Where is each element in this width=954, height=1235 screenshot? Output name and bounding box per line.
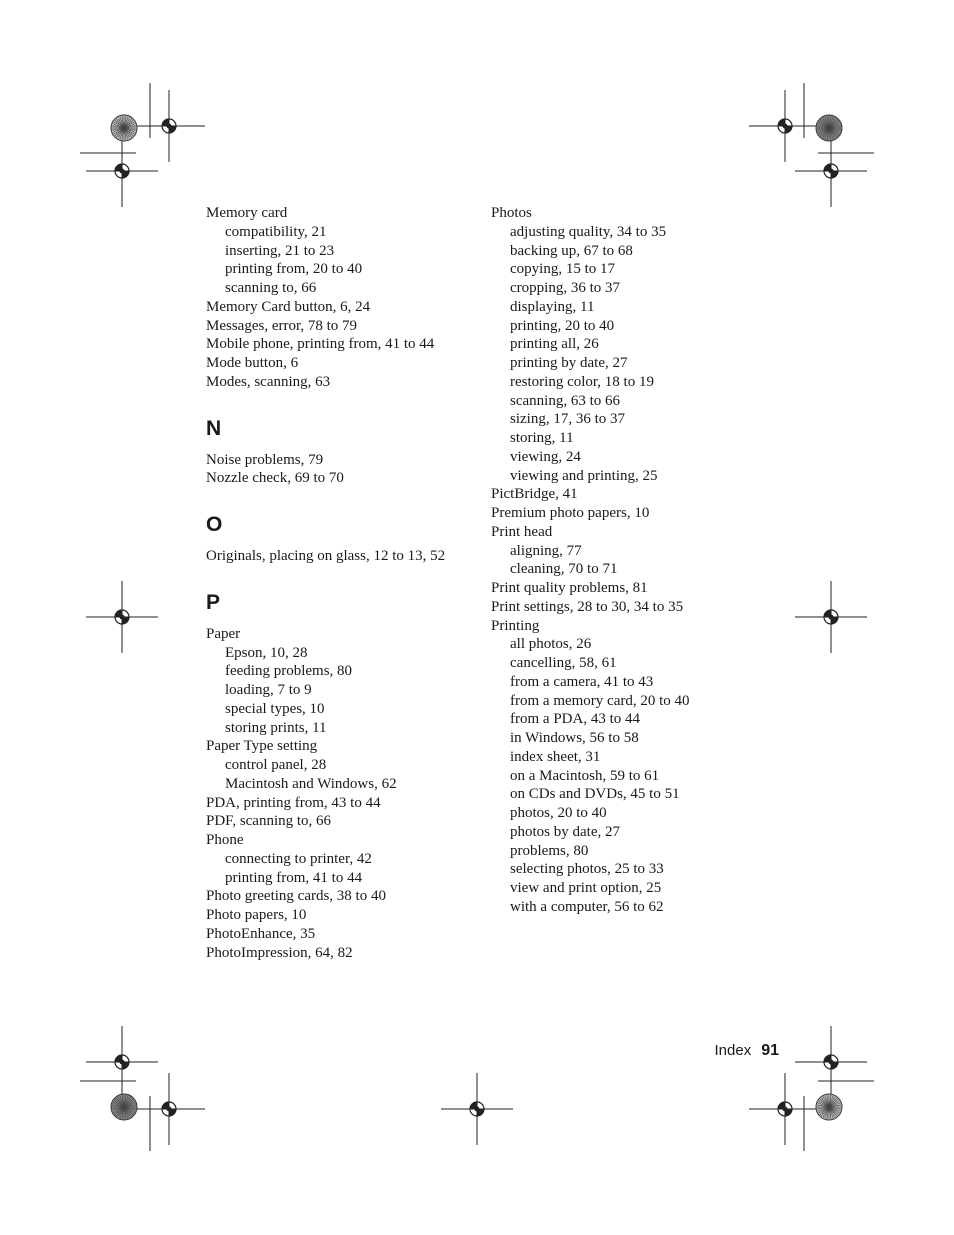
index-subentry: printing by date, 27: [510, 355, 628, 371]
index-entry: Print settings, 28 to 30, 34 to 35: [491, 598, 684, 615]
index-subentry: photos by date, 27: [510, 823, 620, 840]
index-subentry: cleaning, 70 to 71: [510, 561, 618, 578]
index-subentry: on a Macintosh, 59 to 61: [510, 767, 660, 784]
index-subentry: printing from, 20 to 40: [225, 261, 363, 278]
index-subentry: in Windows, 56 to 58: [510, 730, 639, 746]
index-entry: Printing: [491, 617, 540, 634]
index-subentry: printing, 20 to 40: [510, 317, 615, 334]
registration-target-center: [475, 1107, 480, 1112]
index-subentry: aligning, 77: [510, 542, 582, 559]
registration-target-center: [167, 124, 172, 129]
registration-target-center: [120, 615, 125, 620]
index-subentry: viewing and printing, 25: [510, 467, 658, 484]
page-number: 91: [761, 1042, 779, 1059]
index-subentry: special types, 10: [225, 700, 325, 717]
index-entry: PhotoEnhance, 35: [206, 925, 316, 942]
index-subentry: from a PDA, 43 to 44: [510, 711, 640, 728]
index-subentry: Epson, 10, 28: [225, 644, 308, 661]
index-entry: PDF, scanning to, 66: [206, 813, 332, 830]
index-subentry: storing prints, 11: [225, 719, 327, 736]
index-subentry: printing from, 41 to 44: [225, 869, 363, 886]
index-entry: Print quality problems, 81: [491, 580, 648, 596]
registration-target-center: [783, 124, 788, 129]
index-entry: Memory Card button, 6, 24: [206, 298, 371, 315]
index-entry: Photo greeting cards, 38 to 40: [206, 888, 386, 905]
index-entry: Photo papers, 10: [206, 907, 307, 923]
index-entry: Premium photo papers, 10: [491, 505, 650, 521]
index-subentry: from a memory card, 20 to 40: [510, 692, 690, 709]
index-subentry: scanning, 63 to 66: [510, 392, 620, 409]
index-entry: Originals, placing on glass, 12 to 13, 52: [206, 548, 446, 564]
index-entry: Nozzle check, 69 to 70: [206, 470, 344, 487]
index-subentry: on CDs and DVDs, 45 to 51: [510, 786, 680, 803]
index-subentry: storing, 11: [510, 430, 574, 446]
index-subentry: printing all, 26: [510, 336, 599, 353]
index-subentry: photos, 20 to 40: [510, 805, 607, 821]
registration-target-center: [167, 1107, 172, 1112]
index-entry: Print head: [491, 523, 553, 540]
index-entry: Paper: [206, 625, 241, 642]
index-subentry: adjusting quality, 34 to 35: [510, 223, 667, 240]
index-subentry: compatibility, 21: [225, 223, 327, 240]
index-entry: Mode button, 6: [206, 355, 299, 371]
index-entry: Phone: [206, 832, 244, 848]
index-entry: Memory card: [206, 205, 288, 221]
section-letter: N: [206, 416, 222, 440]
section-letter: O: [206, 513, 223, 536]
index-entry: Messages, error, 78 to 79: [206, 317, 358, 334]
index-entry: Photos: [491, 205, 532, 221]
index-subentry: cropping, 36 to 37: [510, 280, 620, 296]
index-subentry: problems, 80: [510, 842, 589, 859]
registration-target-center: [120, 169, 125, 174]
index-subentry: loading, 7 to 9: [225, 682, 312, 698]
index-subentry: displaying, 11: [510, 298, 595, 315]
index-subentry: restoring color, 18 to 19: [510, 373, 654, 390]
index-subentry: cancelling, 58, 61: [510, 655, 617, 671]
index-entry: Mobile phone, printing from, 41 to 44: [206, 336, 435, 353]
registration-target-center: [829, 615, 834, 620]
index-subentry: selecting photos, 25 to 33: [510, 861, 664, 878]
index-subentry: connecting to printer, 42: [225, 850, 372, 867]
index-subentry: all photos, 26: [510, 636, 592, 653]
index-subentry: inserting, 21 to 23: [225, 242, 335, 259]
index-entry: PhotoImpression, 64, 82: [206, 944, 353, 961]
index-entry: Paper Type setting: [206, 738, 318, 755]
index-subentry: feeding problems, 80: [225, 663, 353, 680]
index-subentry: scanning to, 66: [225, 280, 317, 296]
index-entry: Modes, scanning, 63: [206, 373, 331, 390]
index-entry: PictBridge, 41: [491, 486, 578, 503]
registration-target-center: [829, 169, 834, 174]
index-subentry: viewing, 24: [510, 448, 581, 465]
index-subentry: control panel, 28: [225, 757, 327, 773]
index-subentry: index sheet, 31: [510, 748, 601, 765]
index-entry: Noise problems, 79: [206, 451, 324, 468]
footer-section-label: Index: [714, 1042, 752, 1059]
section-letter: P: [206, 590, 221, 614]
registration-target-center: [829, 1060, 834, 1065]
index-subentry: sizing, 17, 36 to 37: [510, 411, 625, 428]
registration-target-center: [120, 1060, 125, 1065]
index-subentry: from a camera, 41 to 43: [510, 673, 654, 690]
index-subentry: backing up, 67 to 68: [510, 242, 633, 259]
index-subentry: with a computer, 56 to 62: [510, 898, 664, 915]
index-entry: PDA, printing from, 43 to 44: [206, 794, 381, 811]
registration-target-center: [783, 1107, 788, 1112]
index-subentry: copying, 15 to 17: [510, 261, 615, 278]
index-subentry: view and print option, 25: [510, 880, 662, 896]
index-subentry: Macintosh and Windows, 62: [225, 775, 397, 792]
